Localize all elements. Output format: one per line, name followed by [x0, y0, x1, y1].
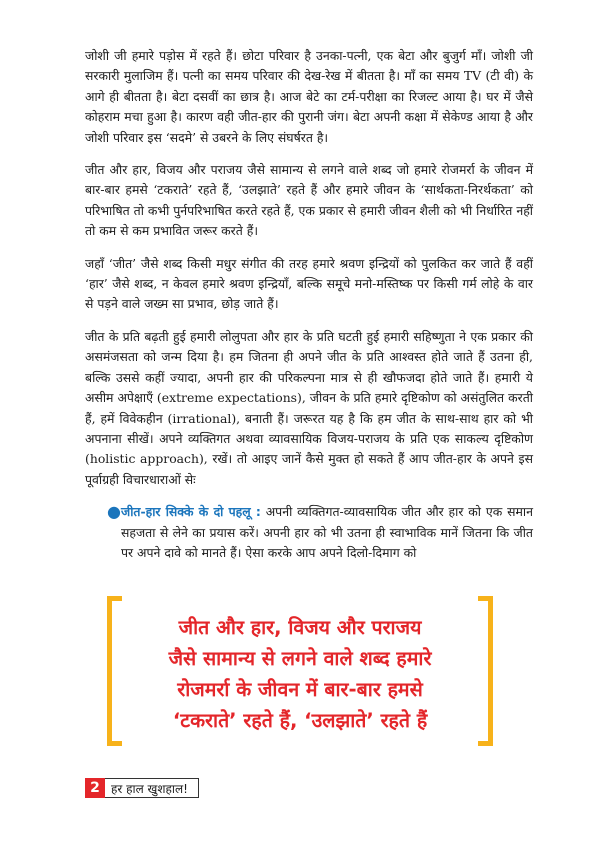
page-footer	[85, 778, 199, 798]
pull-quote	[112, 596, 488, 736]
pull-quote-line: जैसे सामान्य से लगने वाले शब्द हमारे	[168, 647, 432, 670]
pull-quote-line: ‘टकराते’ रहते हैं, ‘उलझाते’ रहते हैं	[172, 709, 428, 732]
bullet-text	[121, 502, 533, 563]
bullet-item	[107, 502, 533, 563]
bullet-dot-icon: ●	[107, 502, 121, 522]
pull-quote-line: जीत और हार, विजय और पराजय	[178, 616, 422, 639]
paragraph: जीत और हार, विजय और पराजय जैसे सामान्य से लगने वाले शब्द जो हमारे रोजमर्रा के जीवन में बार-बार हमसे ‘टकराते’ रहते हैं, ‘उलझाते’ रहते हैं और हमारे जीवन के ‘सार्थकता-निरर्थकता’ को परिभाषित तो कभी पुर्नपरिभाषित करते रहते हैं, एक प्रकार से हमारी जीवन शैली को भी निर्धारित नहीं तो कम से कम प्रभावित जरूर करते हैं।	[85, 162, 533, 239]
paragraph: जीत के प्रति बढ़ती हुई हमारी लोलुपता और हार के प्रति घटती हुई हमारी सहिष्णुता ने एक प्रकार की असमंजसता को जन्म दिया है। हम जितना ही अपने जीत के प्रति आश्वस्त होते जाते हैं उतना ही, बल्कि उससे कहीं ज्यादा, अपनी हार की परिकल्पना मात्र से ही खौफजदा होते जाते हैं। हमारी ये असीम अपेक्षाएँ (extreme expectations), जीवन के प्रति हमारे दृष्टिकोण को असंतुलित करती हैं, हमें विवेकहीन (irrational), बनाती हैं। जरूरत यह है कि हम जीत के साथ-साथ हार को भी अपनाना सीखें। अपने व्यक्तिगत अथवा व्यावसायिक विजय-पराजय के प्रति एक साकल्य दृष्टिकोण (holistic approach), रखें। तो आइए जानें कैसे मुक्त हो सकते हैं आप जीत-हार के अपने इस पूर्वाग्रही विचारधाराओं सेः	[85, 328, 533, 487]
bullet-body: अपनी व्यक्तिगत-व्यावसायिक जीत और हार को एक समान सहजता से लेने का प्रयास करें। अपनी हार को भी उतना ही स्वाभाविक मानें जितना कि जीत पर अपने दावे को मानते हैं। ऐसा करके आप अपने दिलो-दिमाग को	[121, 504, 533, 560]
body-text	[85, 46, 533, 563]
pull-quote-text	[126, 612, 474, 736]
left-bracket	[107, 596, 122, 746]
right-bracket	[478, 596, 493, 746]
paragraph: जहाँ ‘जीत’ जैसे शब्द किसी मधुर संगीत की तरह हमारे श्रवण इन्द्रियों को पुलकित कर जाते हैं वहीं ‘हार’ जैसे शब्द, न केवल हमारे श्रवण इन्द्रियाँ, बल्कि समूचे मनो-मस्तिष्क पर किसी गर्म लोहे के वार से पड़ने वाले जख्म सा प्रभाव, छोड़ जाते हैं।	[85, 255, 533, 312]
pull-quote-line: रोजमर्रा के जीवन में बार-बार हमसे	[177, 678, 423, 701]
page-number: 2	[85, 778, 105, 798]
paragraph: जोशी जी हमारे पड़ोस में रहते हैं। छोटा परिवार है उनका-पत्नी, एक बेटा और बुजुर्ग माँ। जोशी जी सरकारी मुलाजिम हैं। पत्नी का समय परिवार की देख-रेख में बीतता है। माँ का समय TV (टी वी) के आगे ही बीतता है। बेटा दसवीं का छात्र है। आज बेटे का टर्म-परीक्षा का रिजल्ट आया है। घर में जैसे कोहराम मचा हुआ है। कारण वही जीत-हार की पुरानी जंग। बेटा अपनी कक्षा में सेकेण्ड आया है और जोशी परिवार इस ‘सदमे’ से उबरने के लिए संघर्षरत है।	[85, 48, 533, 145]
running-title: हर हाल खुशहाल!	[105, 778, 199, 798]
bullet-title: जीत-हार सिक्के के दो पहलू :	[121, 504, 261, 520]
